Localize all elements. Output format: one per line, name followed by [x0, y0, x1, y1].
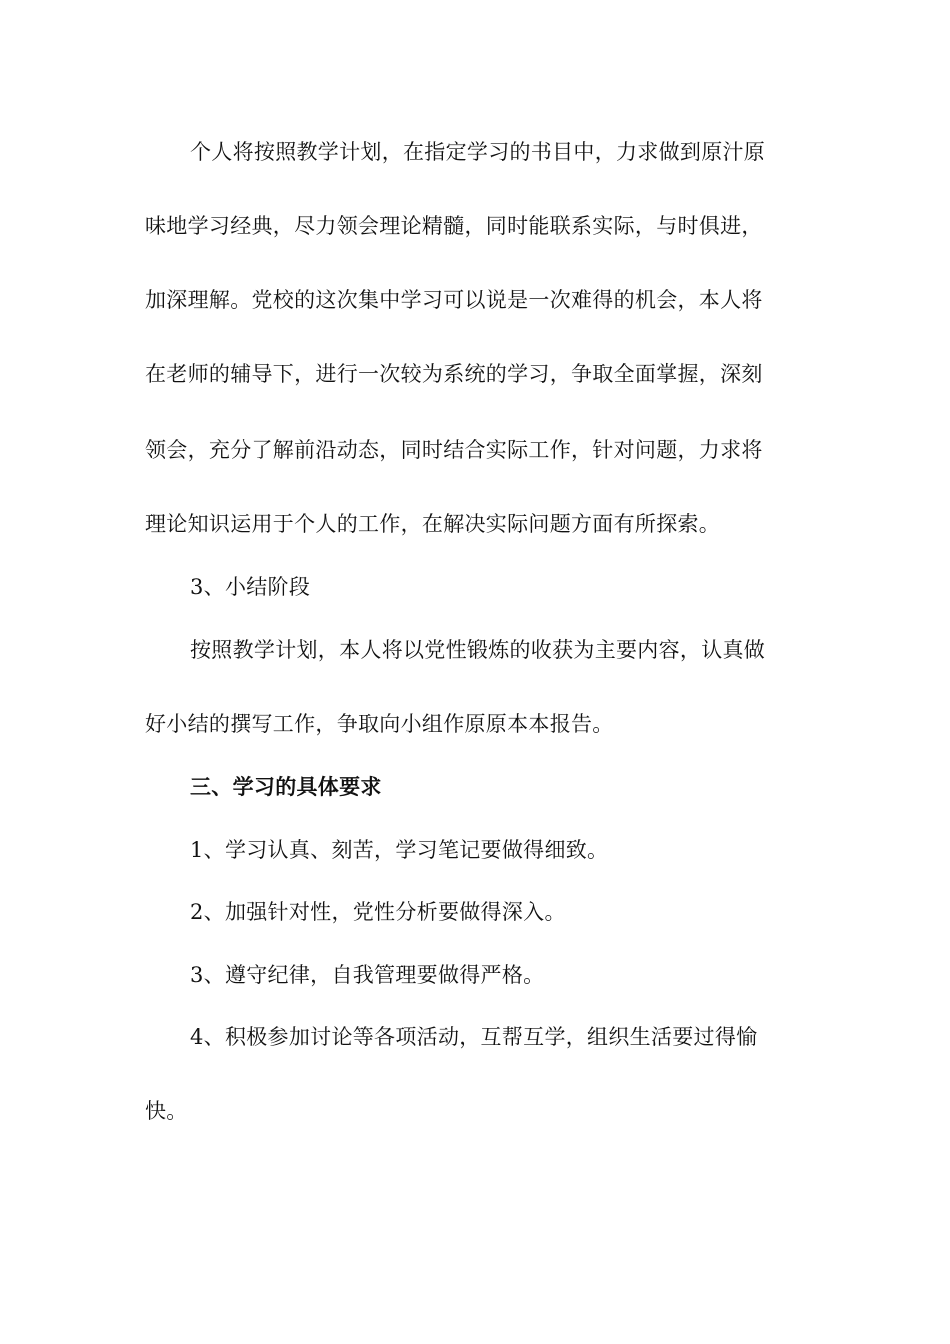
paragraph-line: 好小结的撰写工作，争取向小组作原原本本报告。	[145, 712, 614, 736]
section-heading: 三、学习的具体要求	[190, 774, 382, 799]
paragraph-line: 领会，充分了解前沿动态，同时结合实际工作，针对问题，力求将	[145, 438, 763, 462]
requirement-item: 2、加强针对性，党性分析要做得深入。	[190, 900, 566, 924]
paragraph-line: 个人将按照教学计划，在指定学习的书目中，力求做到原汁原	[190, 140, 766, 164]
stage-heading: 3、小结阶段	[190, 575, 311, 599]
paragraph-line: 加深理解。党校的这次集中学习可以说是一次难得的机会，本人将	[145, 288, 763, 312]
requirement-item: 1、学习认真、刻苦，学习笔记要做得细致。	[190, 838, 609, 862]
requirement-item: 3、遵守纪律，自我管理要做得严格。	[190, 963, 545, 987]
paragraph-line: 理论知识运用于个人的工作，在解决实际问题方面有所探索。	[145, 512, 721, 536]
paragraph-line: 按照教学计划，本人将以党性锻炼的收获为主要内容，认真做	[190, 638, 766, 662]
requirement-item-continuation: 快。	[145, 1099, 188, 1123]
paragraph-line: 在老师的辅导下，进行一次较为系统的学习，争取全面掌握，深刻	[145, 362, 763, 386]
paragraph-line: 味地学习经典，尽力领会理论精髓，同时能联系实际，与时俱进，	[145, 214, 763, 238]
requirement-item: 4、积极参加讨论等各项活动，互帮互学，组织生活要过得愉	[190, 1025, 758, 1049]
